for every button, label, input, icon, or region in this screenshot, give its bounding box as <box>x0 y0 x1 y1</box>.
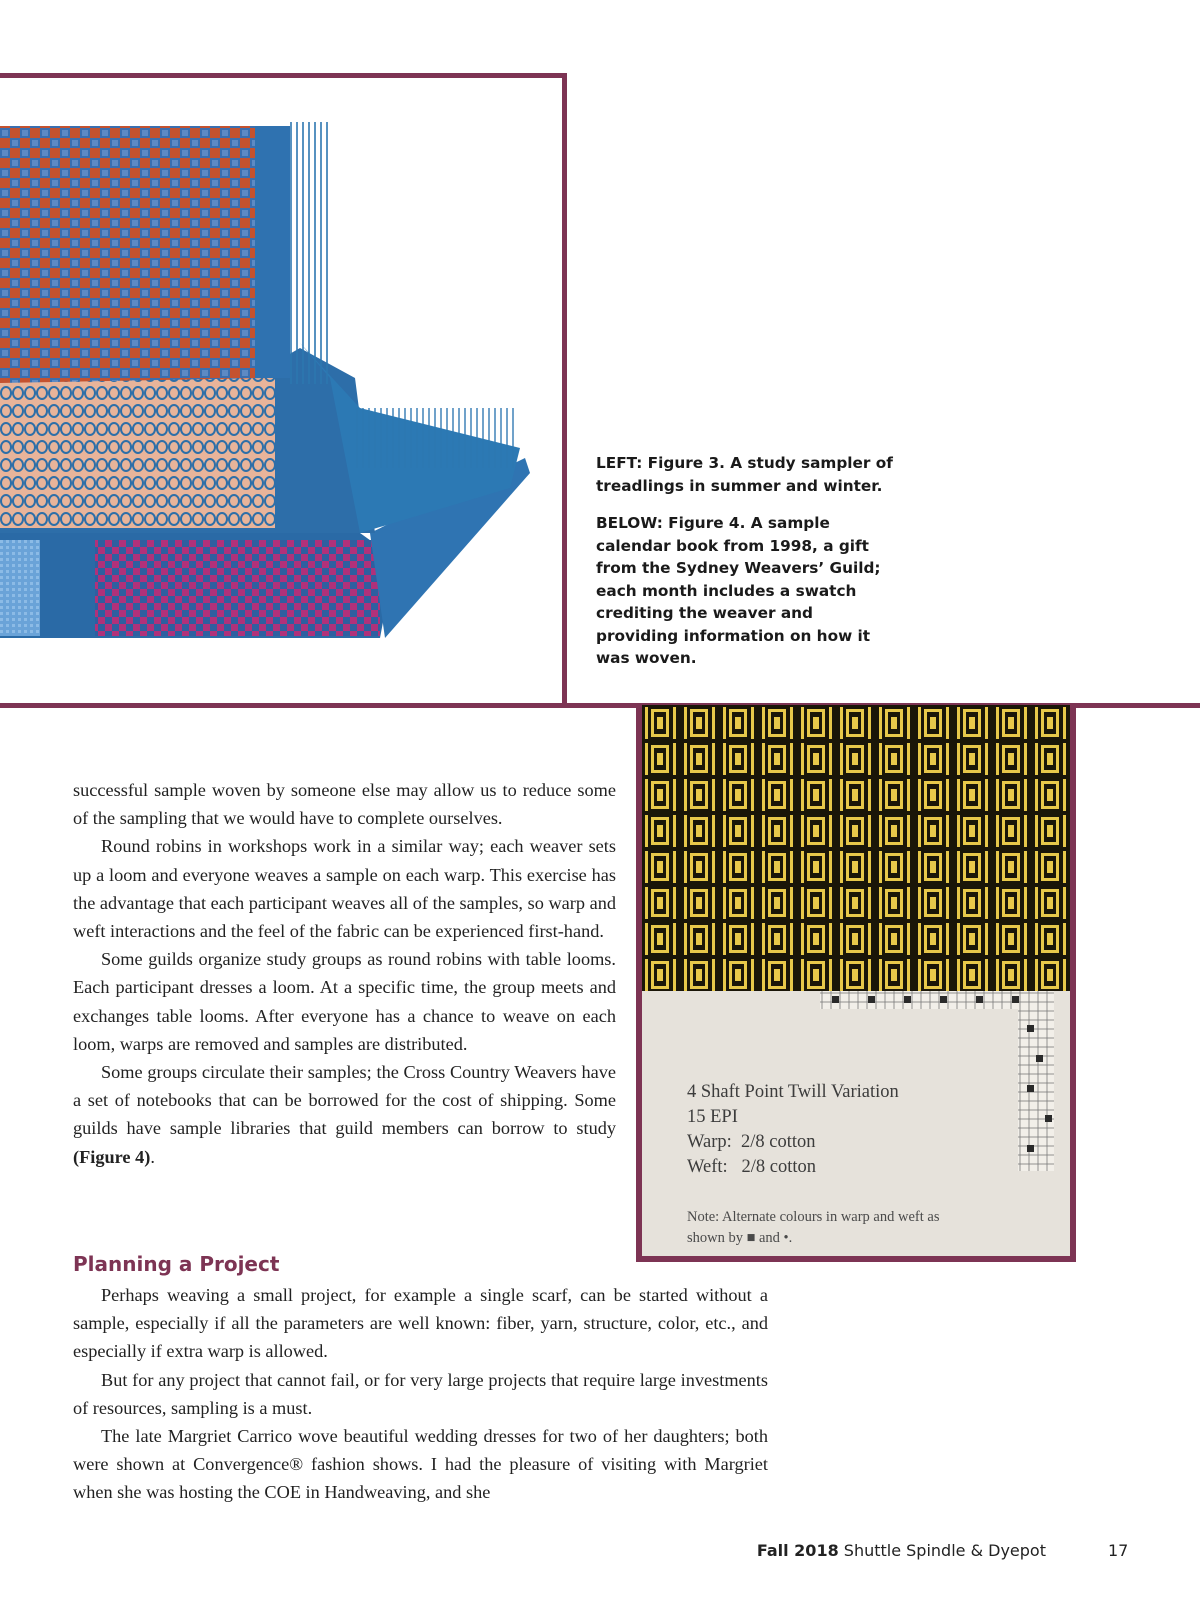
footer-magazine: Shuttle Spindle & Dyepot <box>838 1541 1046 1560</box>
page-footer <box>757 1541 1046 1560</box>
body-column-left <box>73 776 616 1171</box>
caption-lead: LEFT: Figure 3. <box>596 454 725 472</box>
caption-text: A study sampler of treadlings in summer and winter. <box>596 454 893 495</box>
orange-pattern-cloth <box>0 126 270 383</box>
figure-4-calendar-swatch <box>636 705 1076 1262</box>
top-fringe <box>288 122 328 384</box>
figure-4-caption <box>596 512 896 670</box>
sample-card-details <box>687 1080 899 1180</box>
footer-issue: Fall 2018 <box>756 1541 839 1560</box>
middle-fringe <box>355 408 515 468</box>
magenta-pattern-band <box>95 540 380 636</box>
peach-pattern-band <box>0 378 275 528</box>
paragraph: But for any project that cannot fail, or for very large projects that require large investments of resources, sampling is a must. <box>73 1369 768 1418</box>
paragraph-text: Some groups circulate their samples; the Cross Country Weavers have a set of notebooks that can be borrowed for the cost of shipping. Some guilds have sample libraries that guild members can borrow to study <box>73 1062 616 1139</box>
figure-3-sampler-photo <box>0 73 567 708</box>
figure-reference: (Figure 4) <box>73 1146 151 1167</box>
paragraph: The late Margriet Carrico wove beautiful wedding dresses for two of her daughters; both were shown at Convergence® fashion shows. I had the pleasure of visiting with Margriet when she was hosting the COE in Handweaving, and she <box>73 1426 768 1503</box>
paragraph: Perhaps weaving a small project, for example a single scarf, can be started without a sample, especially if all the parameters are well known: fiber, yarn, structure, color, etc., and especially if extra warp is allowed. <box>73 1285 768 1362</box>
top-cloth-border <box>255 126 290 378</box>
body-column-wide <box>73 1281 768 1507</box>
paragraph: successful sample woven by someone else may allow us to reduce some of the sampling that we would have to complete ourselves. <box>73 780 616 829</box>
paragraph-end: . <box>150 1146 155 1167</box>
caption-lead: BELOW: Figure 4. <box>596 514 746 532</box>
light-blue-band <box>0 540 40 636</box>
sample-title: 4 Shaft Point Twill Variation <box>687 1082 899 1102</box>
page-number: 17 <box>1108 1541 1129 1560</box>
paragraph: Some guilds organize study groups as round robins with table looms. Each participant dresses a loom. At a specific time, the group meets and exchanges table looms. After everyone has a chance to weave on each loom, warps are removed and samples are distributed. <box>73 949 616 1054</box>
sample-note-line: shown by ■ and •. <box>687 1230 793 1246</box>
section-heading: Planning a Project <box>73 1252 280 1276</box>
caption-text: A sample calendar book from 1998, a gift from the Sydney Weavers’ Guild; each month includes a swatch crediting the weaver and providing information on how it was woven. <box>596 514 881 667</box>
paragraph <box>73 1058 616 1171</box>
sample-epi: 15 EPI <box>687 1107 738 1127</box>
treadling-draft <box>1018 1009 1054 1171</box>
sample-weft: Weft: 2/8 cotton <box>687 1157 817 1177</box>
woven-swatch <box>642 705 1070 991</box>
woven-sampler-illustration <box>0 78 562 703</box>
figure-3-caption <box>596 452 896 497</box>
sample-warp: Warp: 2/8 cotton <box>687 1132 816 1152</box>
sample-note <box>687 1207 1027 1249</box>
paragraph: Round robins in workshops work in a similar way; each weaver sets up a loom and everyone weaves a sample on each warp. This exercise has the advantage that each participant weaves all of the samples, so warp and weft interactions and the feel of the fabric can be experienced first-hand. <box>73 836 616 942</box>
sample-note-line: Note: Alternate colours in warp and weft as <box>687 1209 940 1225</box>
